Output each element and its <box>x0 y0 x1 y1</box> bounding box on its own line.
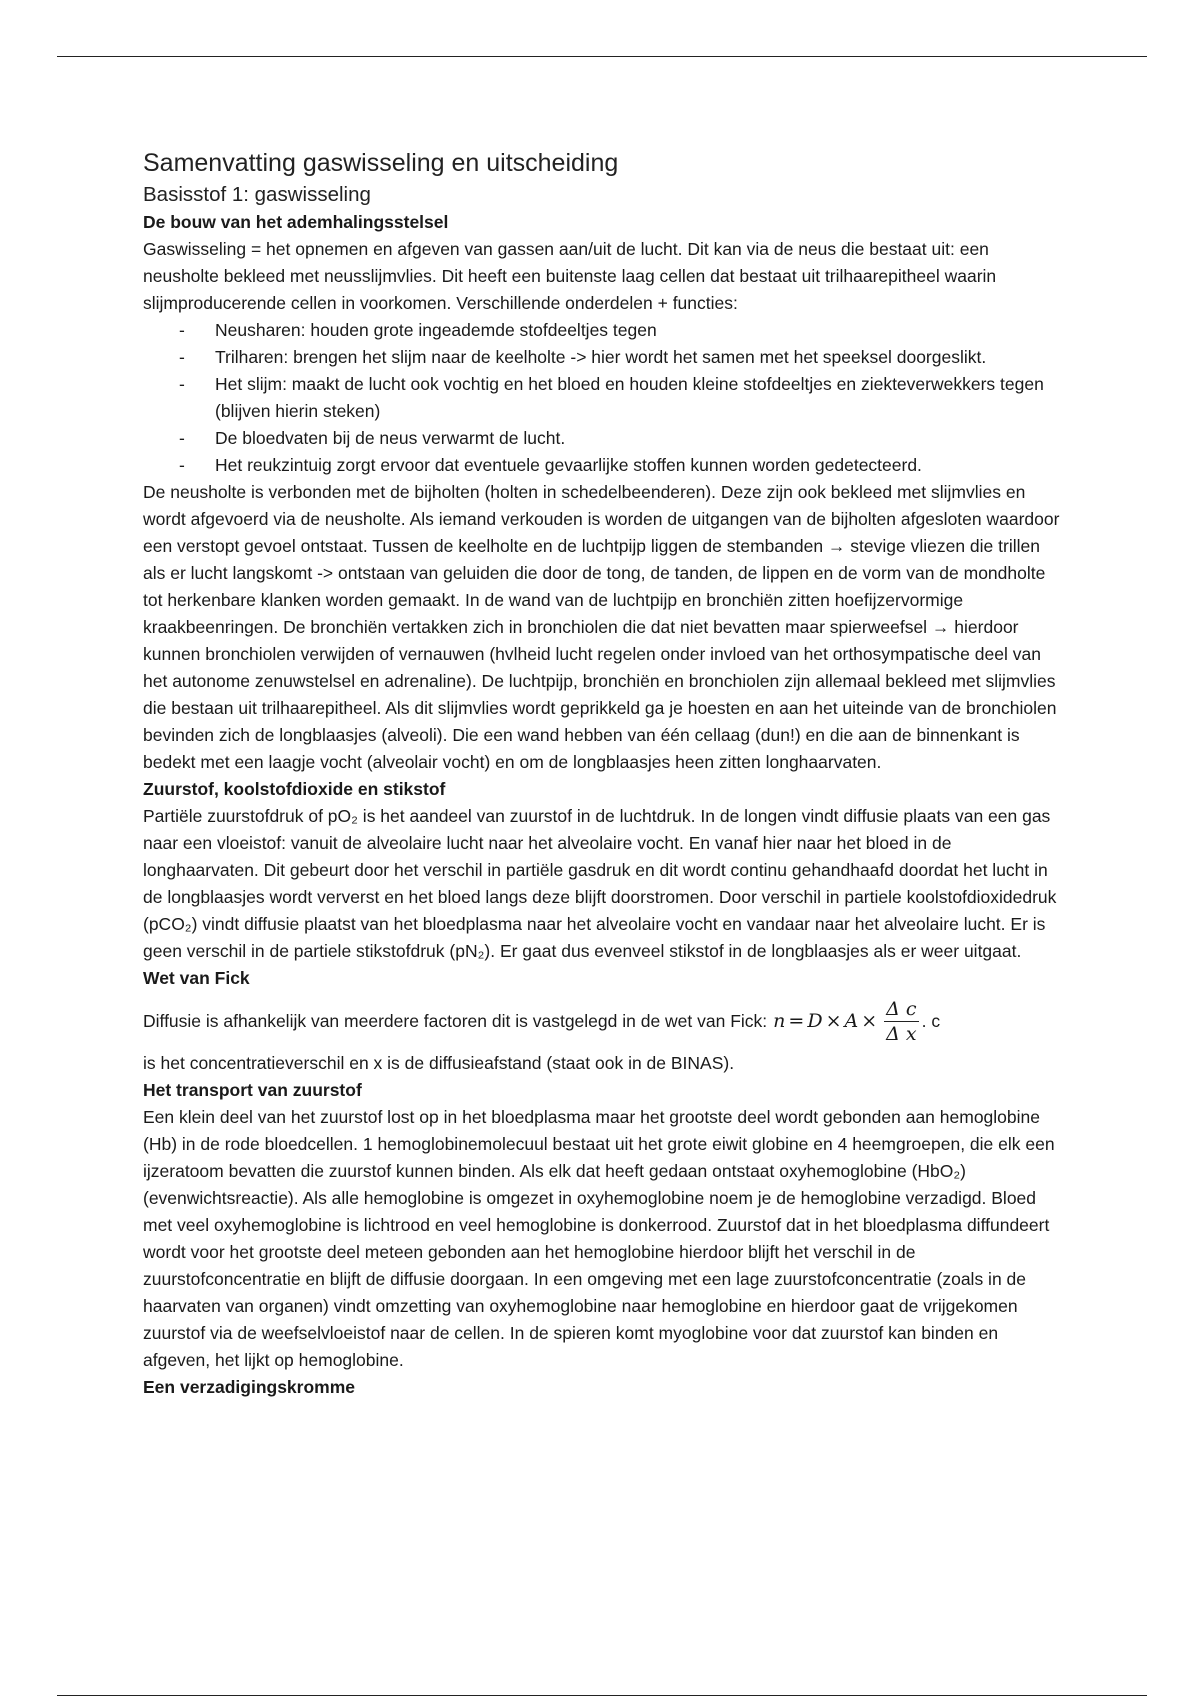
function-list <box>143 317 1063 479</box>
header-rule <box>57 56 1147 57</box>
list-item: - De bloedvaten bij de neus verwarmt de lucht. <box>215 425 1063 452</box>
formula-numerator: Δ c <box>886 997 917 1020</box>
fick-text-before: Diffusie is afhankelijk van meerdere factoren dit is vastgelegd in de wet van Fick: <box>143 1010 768 1031</box>
formula-denominator: Δ x <box>886 1022 917 1045</box>
list-item: - Het slijm: maakt de lucht ook vochtig en het bloed en houden kleine stofdeeltjes en ziekteverwekkers tegen (blijven hierin steken) <box>215 371 1063 425</box>
formula-n: n <box>773 1009 786 1032</box>
paragraph-bouw-intro: Gaswisseling = het opnemen en afgeven van gassen aan/uit de lucht. Dit kan via de neus die bestaat uit: een neusholte bekleed met neusslijmvlies. Dit heeft een buitenste laag cellen dat bestaat uit trilhaarepitheel waarin slijmproducerende cellen in voorkomen. Verschillende onderdelen + functies: <box>143 239 997 313</box>
paragraph-transport-body: Een klein deel van het zuurstof lost op in het bloedplasma maar het grootste deel wordt gebonden aan hemoglobine (Hb) in de rode bloedcellen. 1 hemoglobinemolecuul bestaat uit het grote eiwit globine en 4 heemgroepen, die elk een ijzeratoom bevatten die zuurstof kunnen binden. Als elk dat heeft gedaan ontstaat oxyhemoglobine (HbO₂) (evenwichtsreactie). Als alle hemoglobine is omgezet in oxyhemoglobine noem je de hemoglobine verzadigd. Bloed met veel oxyhemoglobine is lichtrood en veel hemoglobine is donkerrood. Zuurstof dat in het bloedplasma diffundeert wordt voor het grootste deel meteen gebonden aan het hemoglobine hierdoor blijft het verschil in de zuurstofconcentratie en blijft de diffusie doorgaan. In een omgeving met een lage zuurstofconcentratie (zoals in de haarvaten van organen) vindt omzetting van oxyhemoglobine naar hemoglobine en hierdoor gaat de vrijgekomen zuurstof via de weefselvloeistof naar de cellen. In de spieren komt myoglobine voor dat zuurstof kan binden en afgeven, het lijkt op hemoglobine. <box>143 1107 1055 1370</box>
formula-times: × <box>861 1009 878 1032</box>
list-item: - Neusharen: houden grote ingeademde stofdeeltjes tegen <box>215 317 1063 344</box>
formula-times: × <box>825 1009 842 1032</box>
section-heading-fick: Wet van Fick <box>143 968 250 988</box>
list-item: - Trilharen: brengen het slijm naar de keelholte -> hier wordt het samen met het speeksel doorgeslikt. <box>215 344 1063 371</box>
section-heading-bouw: De bouw van het ademhalingsstelsel <box>143 212 449 232</box>
paragraph-zuurstof-body: Partiële zuurstofdruk of pO₂ is het aandeel van zuurstof in de luchtdruk. In de longen vindt diffusie plaats van een gas naar een vloeistof: vanuit de alveolaire lucht naar het alveolaire vocht. En vanaf hier naar het bloed in de longhaarvaten. Dit gebeurt door het verschil in partiële gasdruk en dit wordt continu gehandhaafd doordat het lucht in de longblaasjes wordt ververst en het bloed langs deze blijft doorstromen. Door verschil in partiele koolstofdioxidedruk (pCO₂) vindt diffusie plaatst van het bloedplasma naar het alveolaire vocht en vandaar naar het alveolaire lucht. Er is geen verschil in de partiele stikstofdruk (pN₂). Er gaat dus evenveel stikstof in de longblaasjes als er weer uitgaat. <box>143 806 1057 961</box>
fick-text-inline: . c <box>921 1010 941 1031</box>
section-heading-transport: Het transport van zuurstof <box>143 1080 362 1100</box>
formula-d: D <box>807 1009 823 1032</box>
document-subtitle: Basisstof 1: gaswisseling <box>143 183 371 206</box>
fick-formula <box>773 997 918 1046</box>
formula-equals: = <box>788 1009 805 1032</box>
document-body <box>143 146 1063 1401</box>
paragraph-fick-after: is het concentratieverschil en x is de diffusieafstand (staat ook in de BINAS). <box>143 1053 735 1073</box>
footer-rule <box>57 1695 1147 1696</box>
section-heading-verzadiging: Een verzadigingskromme <box>143 1377 356 1397</box>
document-title: Samenvatting gaswisseling en uitscheiding <box>143 149 619 177</box>
formula-fraction <box>884 997 918 1046</box>
formula-a: A <box>844 1009 859 1032</box>
section-heading-zuurstof: Zuurstof, koolstofdioxide en stikstof <box>143 779 446 799</box>
paragraph-bouw-body: De neusholte is verbonden met de bijholten (holten in schedelbeenderen). Deze zijn ook bekleed met slijmvlies en wordt afgevoerd via de neusholte. Als iemand verkouden is worden de uitgangen van de bijholten afgesloten waardoor een verstopt gevoel ontstaat. Tussen de keelholte en de luchtpijp liggen de stembanden → stevige vliezen die trillen als er lucht langskomt -> ontstaan van geluiden die door de tong, de tanden, de lippen en de vorm van de mondholte tot herkenbare klanken worden gemaakt. In de wand van de luchtpijp en bronchiën zitten hoefijzervormige kraakbeenringen. De bronchiën vertakken zich in bronchiolen die dat niet bevatten maar spierweefsel → hierdoor kunnen bronchiolen verwijden of vernauwen (hvlheid lucht regelen onder invloed van het orthosympatische deel van het autonome zenuwstelsel en adrenaline). De luchtpijp, bronchiën en bronchiolen zijn allemaal bekleed met slijmvlies die bestaan uit trilhaarepitheel. Als dit slijmvlies wordt geprikkeld ga je hoesten en aan het uiteinde van de bronchiolen bevinden zich de longblaasjes (alveoli). Die een wand hebben van één cellaag (dun!) en die aan de binnenkant is bedekt met een laagje vocht (alveolair vocht) en om de longblaasjes heen zitten longhaarvaten. <box>143 482 1060 772</box>
fick-formula-line <box>143 992 1063 1050</box>
list-item: - Het reukzintuig zorgt ervoor dat eventuele gevaarlijke stoffen kunnen worden gedetecteerd. <box>215 452 1063 479</box>
